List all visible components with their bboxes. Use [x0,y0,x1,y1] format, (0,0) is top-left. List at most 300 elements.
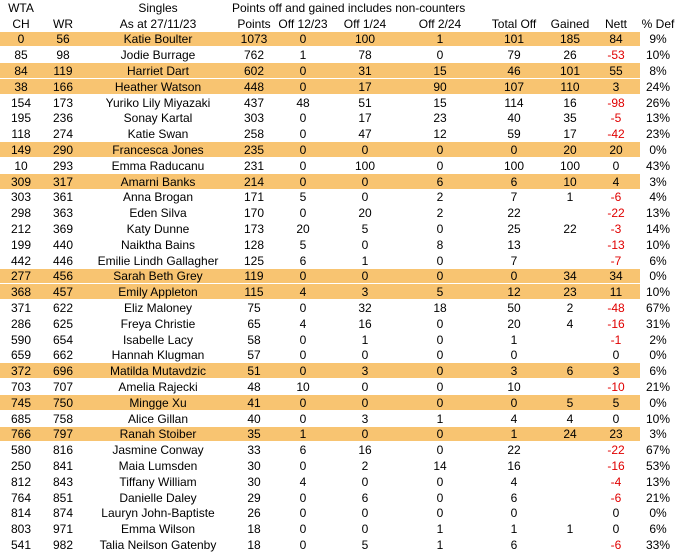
cell-total-off: 1 [510,332,518,347]
cell-name: Eden Silva [129,206,187,221]
cell-off-12-23: 20 [296,222,310,237]
cell-name: Hannah Klugman [111,348,205,363]
cell-gained: 24 [548,427,592,443]
table-row [0,506,676,522]
table-row [0,174,676,190]
cell-name: Yuriko Lily Miyazaki [105,95,211,110]
cell-ch: 199 [10,237,32,252]
cell-pct-def: 21% [646,380,671,395]
cell-points: 29 [247,490,261,505]
cell-off-12-23: 0 [299,459,307,473]
cell-nett: -6 [610,490,622,505]
cell-total-off: 1 [510,522,518,537]
cell-nett: -6 [610,537,622,552]
cell-off-12-23: 0 [299,206,307,221]
cell-total-off: 10 [507,380,521,395]
cell-gained: 6 [548,363,592,379]
cell-name: Harriet Dart [84,63,232,79]
cell-name: Danielle Daley [119,490,197,505]
cell-off-1-24: 0 [361,348,369,363]
cell-off-2-24: 0 [400,142,480,158]
cell-off-12-23: 0 [276,32,330,48]
cell-points: 115 [232,284,276,300]
cell-pct-def: 13% [646,111,671,126]
cell-ch: 303 [10,190,32,205]
cell-wr: 816 [52,443,74,458]
cell-points: 40 [247,411,261,426]
cell-gained: 23 [548,284,592,300]
cell-gained [548,490,592,506]
cell-name: Ranah Stoiber [84,427,232,443]
cell-off-2-24: 1 [436,411,444,426]
cell-name: Heather Watson [84,79,232,95]
cell-nett: 0 [612,522,620,537]
cell-gained [548,237,592,253]
cell-pct-def: 14% [646,222,671,237]
cell-off-12-23: 0 [276,79,330,95]
cell-points: 762 [243,48,265,63]
cell-name: Emma Wilson [120,522,195,537]
cell-name: Maia Lumsden [118,459,198,473]
cell-wr: 119 [42,63,84,79]
table-row [0,521,676,537]
table-row [0,379,676,395]
cell-wr: 98 [56,48,70,63]
cell-off-1-24: 3 [330,284,400,300]
cell-nett: -53 [607,48,625,63]
cell-gained [548,379,592,395]
table-row [0,537,676,553]
col-header-as-at: As at 27/11/23 [119,16,197,31]
col-header-off-1-24: Off 1/24 [343,16,387,31]
cell-gained: 1 [566,190,574,205]
table-row [0,411,676,427]
cell-nett: 11 [592,284,640,300]
cell-off-12-23: 0 [299,490,307,505]
cell-gained: 4 [566,316,574,331]
cell-wr: 446 [52,253,74,268]
cell-points: 173 [243,222,265,237]
cell-wr: 841 [52,459,74,473]
cell-wr: 290 [42,142,84,158]
cell-off-2-24: 2 [436,206,444,221]
cell-pct-def: 10% [646,411,671,426]
title-wta: WTA [8,0,34,15]
cell-name: Emma Raducanu [111,158,205,173]
cell-total-off: 3 [480,363,548,379]
cell-name: Eliz Maloney [123,301,193,316]
cell-nett: -7 [610,253,622,268]
cell-points: 119 [232,269,276,285]
cell-wr: 369 [52,222,74,237]
table-row [0,205,676,221]
cell-name: Lauryn John-Baptiste [101,506,215,521]
cell-ch: 84 [0,63,42,79]
cell-off-2-24: 0 [436,380,444,395]
cell-nett: 23 [592,427,640,443]
cell-pct-def: 43% [646,158,671,173]
cell-ch: 745 [0,395,42,411]
cell-total-off: 4 [510,411,518,426]
cell-off-1-24: 47 [358,127,372,142]
cell-off-1-24: 16 [358,443,372,458]
cell-nett: 0 [612,411,620,426]
cell-wr: 293 [52,158,74,173]
cell-off-1-24: 5 [361,222,369,237]
cell-pct-def: 26% [646,95,671,110]
cell-ch: 766 [0,427,42,443]
col-header-pct-def: % Def [641,16,675,31]
cell-off-2-24: 0 [436,158,444,173]
cell-off-1-24: 51 [358,95,372,110]
cell-total-off: 4 [510,474,518,489]
col-header-nett: Nett [604,16,627,31]
cell-off-1-24: 78 [358,48,372,63]
cell-wr: 707 [52,380,74,395]
cell-name: Mingge Xu [84,395,232,411]
cell-off-12-23: 4 [299,474,307,489]
cell-off-12-23: 0 [299,348,307,363]
cell-name: Naiktha Bains [120,237,196,252]
cell-points: 18 [247,522,261,537]
cell-points: 303 [243,111,265,126]
cell-total-off: 40 [507,111,521,126]
cell-points: 128 [243,237,265,252]
cell-total-off: 0 [480,142,548,158]
cell-points: 214 [232,174,276,190]
cell-ch: 803 [10,522,32,537]
cell-total-off: 16 [507,459,521,473]
cell-gained: 22 [563,222,577,237]
players-body [0,32,676,553]
cell-points: 231 [243,158,265,173]
table-row [0,79,676,95]
cell-gained: 34 [548,269,592,285]
table-row [0,442,676,458]
cell-off-12-23: 6 [299,253,307,268]
cell-ch: 590 [10,332,32,347]
cell-off-12-23: 48 [296,95,310,110]
cell-off-1-24: 0 [361,522,369,537]
cell-off-1-24: 0 [361,506,369,521]
cell-gained: 185 [548,32,592,48]
cell-total-off: 7 [510,190,518,205]
cell-name: Talia Neilson Gatenby [99,537,217,552]
cell-off-12-23: 1 [276,427,330,443]
table-row [0,363,676,379]
cell-points: 171 [243,190,265,205]
table-row [0,427,676,443]
cell-pct-def: 21% [646,490,671,505]
cell-off-2-24: 1 [400,32,480,48]
cell-pct-def: 3% [649,174,667,189]
cell-total-off: 6 [510,490,518,505]
cell-gained: 16 [563,95,577,110]
cell-gained [548,442,592,458]
cell-off-12-23: 0 [299,522,307,537]
cell-off-1-24: 6 [361,490,369,505]
cell-total-off: 46 [480,63,548,79]
cell-ch: 277 [0,269,42,285]
cell-off-12-23: 0 [276,395,330,411]
table-row [0,269,676,285]
cell-wr: 654 [52,332,74,347]
cell-off-2-24: 0 [400,427,480,443]
cell-pct-def: 0% [649,348,667,363]
cell-nett: 0 [612,506,620,521]
cell-nett: -10 [607,380,625,395]
cell-nett: -16 [607,459,625,473]
table-row [0,474,676,490]
cell-nett: -22 [607,206,625,221]
cell-ch: 814 [10,506,32,521]
cell-points: 65 [247,316,261,331]
cell-pct-def: 13% [646,474,671,489]
cell-off-1-24: 32 [358,301,372,316]
cell-total-off: 12 [480,284,548,300]
cell-off-2-24: 90 [400,79,480,95]
cell-gained: 10 [548,174,592,190]
cell-off-1-24: 0 [361,474,369,489]
cell-pct-def: 10% [646,285,671,300]
cell-ch: 85 [14,48,28,63]
cell-ch: 580 [10,443,32,458]
cell-off-2-24: 0 [436,443,444,458]
col-header-off-12-23: Off 12/23 [278,16,328,31]
cell-points: 58 [247,332,261,347]
cell-ch: 659 [10,348,32,363]
cell-gained [548,205,592,221]
cell-name: Anna Brogan [122,190,194,205]
cell-off-12-23: 0 [299,537,307,552]
cell-gained [548,474,592,490]
cell-off-2-24: 5 [400,284,480,300]
cell-nett: -48 [607,301,625,316]
table-row [0,47,676,63]
title-singles: Singles [138,0,178,15]
cell-off-12-23: 5 [299,237,307,252]
cell-wr: 317 [42,174,84,190]
cell-ch: 212 [10,222,32,237]
cell-off-2-24: 0 [436,253,444,268]
cell-off-12-23: 1 [299,48,307,63]
cell-total-off: 0 [480,395,548,411]
cell-name: Emily Appleton [84,284,232,300]
cell-pct-def: 8% [649,64,667,79]
cell-total-off: 20 [507,316,521,331]
cell-wr: 851 [52,490,74,505]
cell-off-2-24: 0 [436,348,444,363]
cell-off-12-23: 6 [299,443,307,458]
cell-points: 26 [247,506,261,521]
cell-ch: 10 [14,158,28,173]
table-row [0,190,676,206]
cell-wr: 971 [52,522,74,537]
cell-gained: 2 [566,301,574,316]
cell-points: 170 [243,206,265,221]
cell-pct-def: 23% [646,127,671,142]
cell-gained [548,506,592,522]
cell-off-1-24: 1 [361,253,369,268]
table-row [0,490,676,506]
cell-gained [548,537,592,553]
cell-points: 33 [247,443,261,458]
header-row-2 [0,16,676,32]
cell-pct-def: 0% [649,269,667,284]
cell-ch: 541 [10,537,32,552]
cell-total-off: 114 [504,95,524,110]
cell-nett: 4 [592,174,640,190]
cell-off-1-24: 3 [361,411,369,426]
cell-off-1-24: 100 [354,158,376,173]
cell-off-2-24: 0 [436,316,444,331]
table-row [0,253,676,269]
cell-gained: 1 [566,522,574,537]
cell-name: Isabelle Lacy [122,332,194,347]
col-header-wr: WR [53,16,73,31]
cell-points: 437 [243,95,265,110]
cell-off-1-24: 0 [361,237,369,252]
cell-ch: 372 [0,363,42,379]
cell-ch: 764 [10,490,32,505]
cell-off-2-24: 18 [433,301,447,316]
cell-wr: 843 [52,474,74,489]
cell-off-1-24: 17 [358,111,372,126]
cell-pct-def: 6% [649,253,667,268]
cell-pct-def: 53% [646,459,671,473]
cell-off-12-23: 0 [299,506,307,521]
cell-wr: 236 [52,111,74,126]
cell-off-12-23: 0 [276,363,330,379]
cell-total-off: 107 [480,79,548,95]
cell-nett: 3 [592,363,640,379]
cell-nett: 20 [592,142,640,158]
cell-nett: 0 [612,158,620,173]
cell-off-2-24: 23 [433,111,447,126]
cell-points: 57 [247,348,261,363]
cell-off-12-23: 5 [299,190,307,205]
cell-ch: 703 [10,380,32,395]
cell-ch: 250 [10,459,32,473]
cell-off-2-24: 1 [436,522,444,537]
cell-off-1-24: 0 [330,395,400,411]
cell-gained: 35 [563,111,577,126]
cell-nett: -42 [607,127,625,142]
cell-total-off: 0 [510,506,518,521]
cell-wr: 457 [42,284,84,300]
cell-total-off: 50 [507,301,521,316]
cell-name: Sarah Beth Grey [84,269,232,285]
cell-wr: 797 [42,427,84,443]
cell-name: Katy Dunne [126,222,190,237]
cell-nett: 5 [592,395,640,411]
cell-wr: 166 [42,79,84,95]
cell-nett: -5 [610,111,622,126]
cell-gained: 20 [548,142,592,158]
table-row [0,158,676,174]
cell-ch: 368 [0,284,42,300]
cell-total-off: 22 [507,443,521,458]
cell-points: 41 [232,395,276,411]
cell-nett: -13 [607,237,625,252]
table-row [0,458,676,474]
cell-nett: 0 [612,348,620,363]
cell-off-2-24: 15 [433,95,447,110]
cell-name: Amelia Rajecki [118,380,198,395]
cell-name: Jasmine Conway [112,443,204,458]
table-row [0,395,676,411]
cell-off-2-24: 2 [436,190,444,205]
cell-ch: 371 [10,301,32,316]
cell-nett: -1 [610,332,622,347]
cell-name: Matilda Mutavdzic [84,363,232,379]
header-spacer [42,0,84,16]
table-row [0,332,676,348]
cell-ch: 812 [10,474,32,489]
cell-ch: 154 [10,95,32,110]
cell-pct-def: 13% [646,206,671,221]
cell-off-2-24: 0 [400,395,480,411]
cell-wr: 625 [52,316,74,331]
cell-gained [548,348,592,364]
cell-gained [548,253,592,269]
table-row [0,126,676,142]
cell-total-off: 79 [507,48,521,63]
cell-pct-def: 0% [649,395,667,410]
cell-off-2-24: 14 [433,459,447,473]
cell-gained [548,458,592,474]
cell-points: 235 [232,142,276,158]
cell-name: Alice Gillan [127,411,189,426]
cell-nett: 84 [592,32,640,48]
cell-pct-def: 67% [646,301,671,316]
cell-gained: 101 [548,63,592,79]
cell-off-1-24: 0 [361,380,369,395]
cell-pct-def: 10% [646,237,671,252]
cell-off-12-23: 0 [299,332,307,347]
cell-gained [548,332,592,348]
table-row [0,95,676,111]
cell-off-12-23: 10 [296,380,310,395]
cell-pct-def: 10% [646,48,671,63]
cell-nett: 3 [592,79,640,95]
cell-off-2-24: 12 [433,127,447,142]
cell-off-2-24: 0 [436,332,444,347]
cell-off-12-23: 0 [299,111,307,126]
cell-points: 448 [232,79,276,95]
cell-off-12-23: 0 [299,127,307,142]
cell-off-12-23: 0 [276,63,330,79]
cell-off-2-24: 0 [436,222,444,237]
cell-points: 18 [247,537,261,552]
col-header-gained: Gained [550,16,590,31]
cell-pct-def: 4% [649,190,667,205]
cell-wr: 456 [42,269,84,285]
cell-off-1-24: 0 [361,190,369,205]
table-row [0,111,676,127]
cell-pct-def: 67% [646,443,671,458]
cell-ch: 38 [0,79,42,95]
cell-points: 30 [247,474,261,489]
cell-gained: 26 [563,48,577,63]
cell-name: Katie Swan [127,127,189,142]
cell-ch: 442 [10,253,32,268]
cell-wr: 361 [52,190,74,205]
table-row [0,348,676,364]
cell-pct-def: 24% [646,79,671,94]
cell-off-2-24: 0 [400,269,480,285]
cell-off-12-23: 4 [276,284,330,300]
